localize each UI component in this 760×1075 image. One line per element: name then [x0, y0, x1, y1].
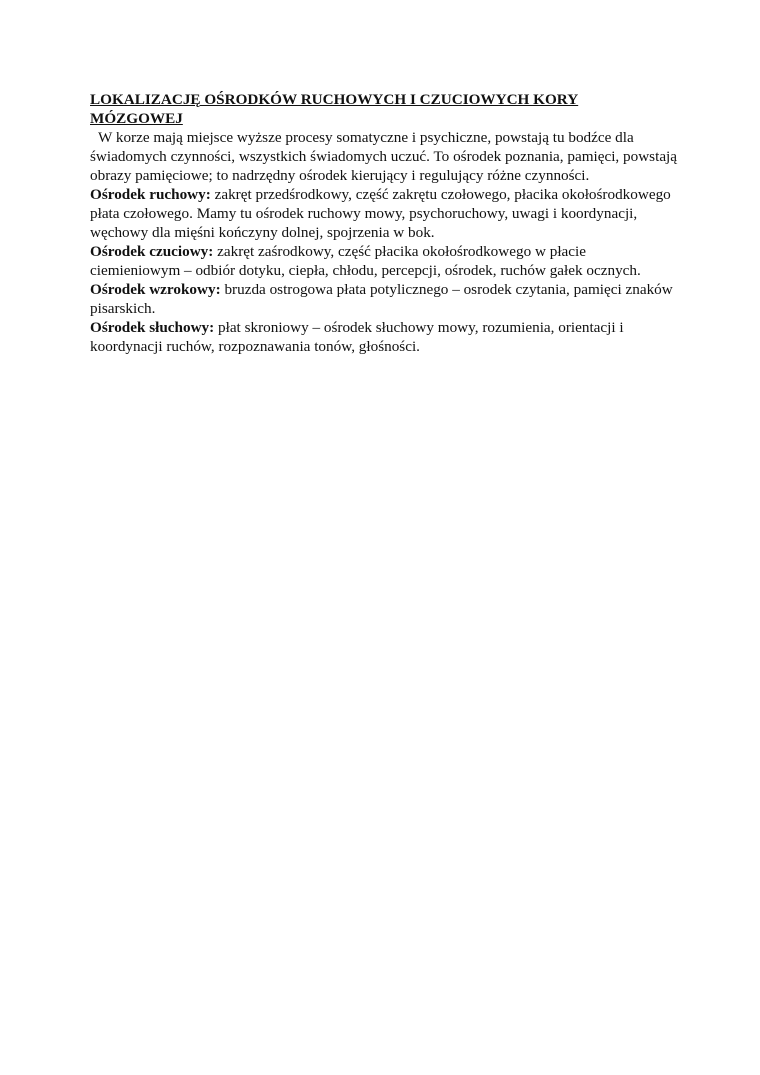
section-text: zakręt przedśrodkowy, część zakrętu czołowego, płacika okołośrodkowego płata czołowego. Mamy tu ośrodek ruchowy mowy, psychoruchowy, uwagi i koordynacji, węchowy dla mięśni kończyny dolnej, spojrzenia w bok.	[90, 186, 671, 241]
section-visual-center	[90, 280, 680, 318]
section-label: Ośrodek wzrokowy:	[90, 281, 221, 298]
document-title: LOKALIZACJĘ OŚRODKÓW RUCHOWYCH I CZUCIOWYCH KORY MÓZGOWEJ	[90, 91, 579, 127]
section-label: Ośrodek słuchowy:	[90, 319, 215, 336]
section-text: płat skroniowy – ośrodek słuchowy mowy, rozumienia, orientacji i koordynacji ruchów, rozpoznawania tonów, głośności.	[90, 319, 624, 355]
section-auditory-center	[90, 318, 680, 356]
section-label: Ośrodek czuciowy:	[90, 243, 214, 260]
section-sensory-center	[90, 242, 680, 280]
section-text: zakręt zaśrodkowy, część płacika okołośrodkowego w płacie ciemieniowym – odbiór dotyku, ciepła, chłodu, percepcji, ośrodek, ruchów gałek ocznych.	[90, 243, 641, 279]
section-motor-center	[90, 185, 680, 242]
section-text: bruzda ostrogowa płata potylicznego – osrodek czytania, pamięci znaków pisarskich.	[90, 281, 673, 317]
section-label: Ośrodek ruchowy:	[90, 186, 211, 203]
document-page	[90, 90, 680, 356]
intro-paragraph: W korze mają miejsce wyższe procesy somatyczne i psychiczne, powstają tu bodźce dla świadomych czynności, wszystkich świadomych uczuć. To ośrodek poznania, pamięci, powstają obrazy pamięciowe; to nadrzędny ośrodek kierujący i regulujący różne czynności.	[90, 129, 678, 184]
